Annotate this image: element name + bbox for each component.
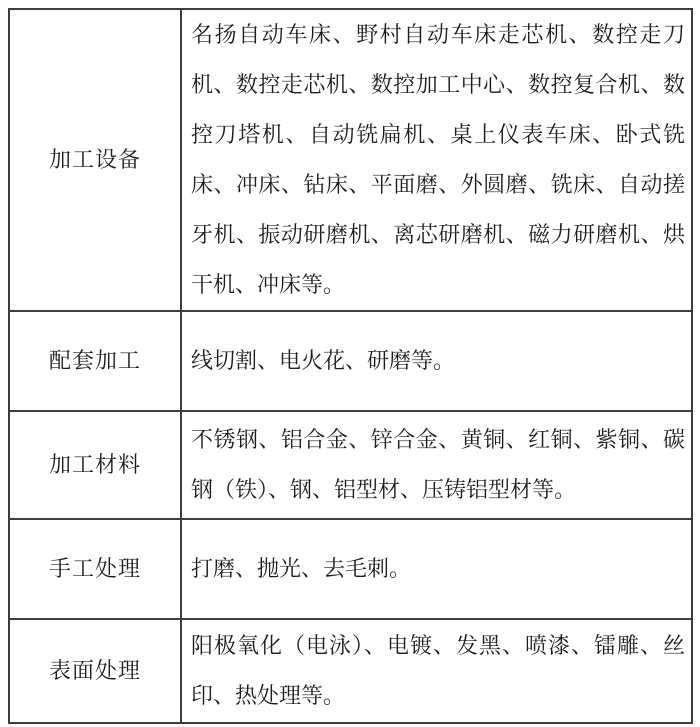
row-content-processing-materials: 不锈钢、铝合金、锌合金、黄铜、红铜、紫铜、碳钢（铁）、钢、铝型材、压铸铝型材等。 — [181, 411, 692, 519]
row-label-supporting-processing: 配套加工 — [9, 311, 181, 411]
capability-spec-table — [8, 8, 693, 724]
row-label-processing-materials: 加工材料 — [9, 411, 181, 519]
row-content-processing-equipment: 名扬自动车床、野村自动车床走芯机、数控走刀机、数控走芯机、数控加工中心、数控复合机、数控刀塔机、自动铣扁机、桌上仪表车床、卧式铣床、冲床、钻床、平面磨、外圆磨、铣床、自动搓牙机、振动研磨机、离芯研磨机、磁力研磨机、烘干机、冲床等。 — [181, 9, 692, 311]
row-label-surface-treatment: 表面处理 — [9, 619, 181, 723]
table-row — [9, 411, 692, 519]
row-label-manual-processing: 手工处理 — [9, 519, 181, 619]
table-row — [9, 9, 692, 311]
row-content-manual-processing: 打磨、抛光、去毛刺。 — [181, 519, 692, 619]
row-content-surface-treatment: 阳极氧化（电泳）、电镀、发黑、喷漆、镭雕、丝印、热处理等。 — [181, 619, 692, 723]
row-label-processing-equipment: 加工设备 — [9, 9, 181, 311]
row-content-supporting-processing: 线切割、电火花、研磨等。 — [181, 311, 692, 411]
table-row — [9, 311, 692, 411]
table-row — [9, 519, 692, 619]
table-row — [9, 619, 692, 723]
